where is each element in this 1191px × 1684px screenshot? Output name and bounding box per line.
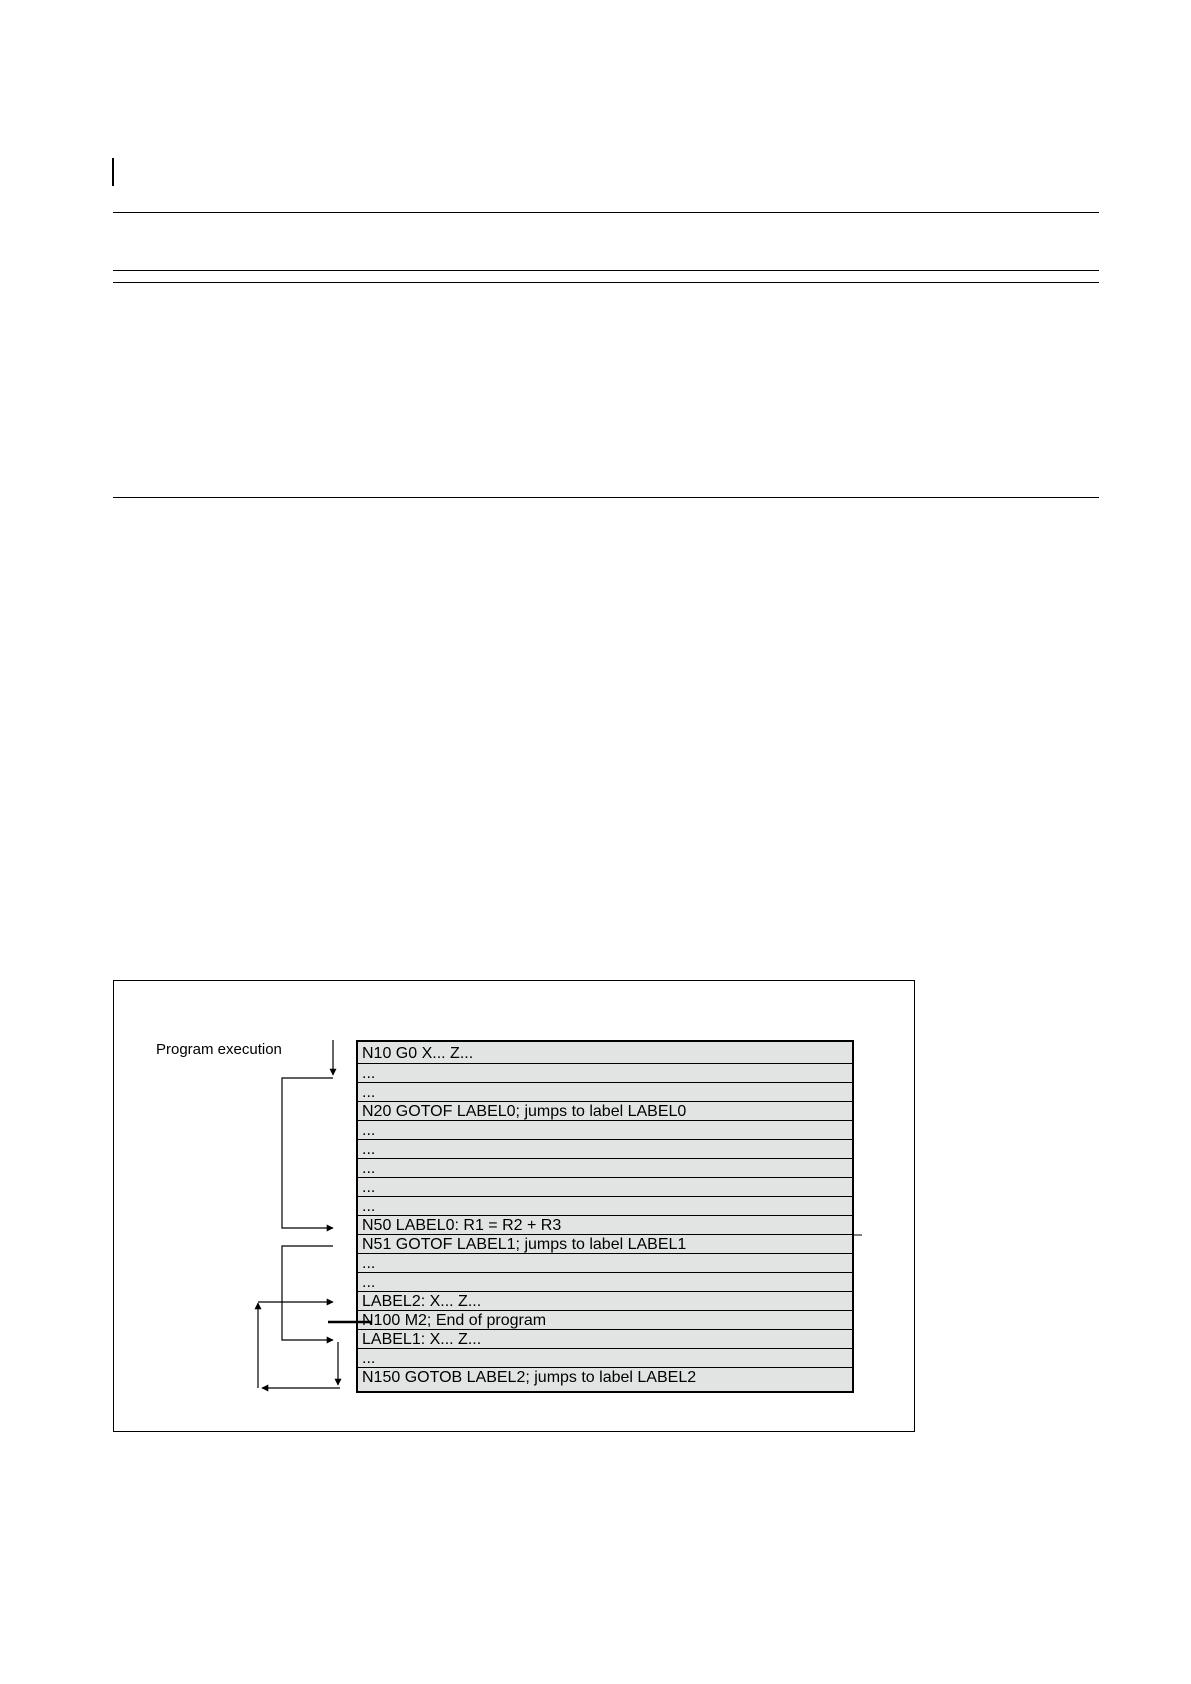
program-line: ...	[358, 1272, 852, 1291]
program-line: ...	[358, 1063, 852, 1082]
program-line: ...	[358, 1253, 852, 1272]
program-line-label1: LABEL1: X... Z...	[358, 1329, 852, 1348]
program-line: ...	[358, 1177, 852, 1196]
program-line-n20: N20 GOTOF LABEL0; jumps to label LABEL0	[358, 1101, 852, 1120]
program-line: ...	[358, 1196, 852, 1215]
program-line-label2: LABEL2: X... Z...	[358, 1291, 852, 1310]
program-line-n150: N150 GOTOB LABEL2; jumps to label LABEL2	[358, 1367, 852, 1386]
program-line-n100: N100 M2; End of program	[358, 1310, 852, 1329]
program-line-n10: N10 G0 X... Z...	[362, 1045, 474, 1062]
program-line: ...	[358, 1120, 852, 1139]
program-line: ...	[358, 1348, 852, 1367]
gotof-label1-arrow	[282, 1246, 333, 1340]
program-line: ...	[358, 1082, 852, 1101]
program-execution-label: Program execution	[156, 1041, 282, 1058]
program-line-n50: N50 LABEL0: R1 = R2 + R3	[358, 1215, 852, 1234]
program-line-n51: N51 GOTOF LABEL1; jumps to label LABEL1	[358, 1234, 852, 1253]
program-line: ...	[358, 1158, 852, 1177]
program-line: ...	[358, 1139, 852, 1158]
gotof-label0-arrow	[282, 1078, 333, 1228]
